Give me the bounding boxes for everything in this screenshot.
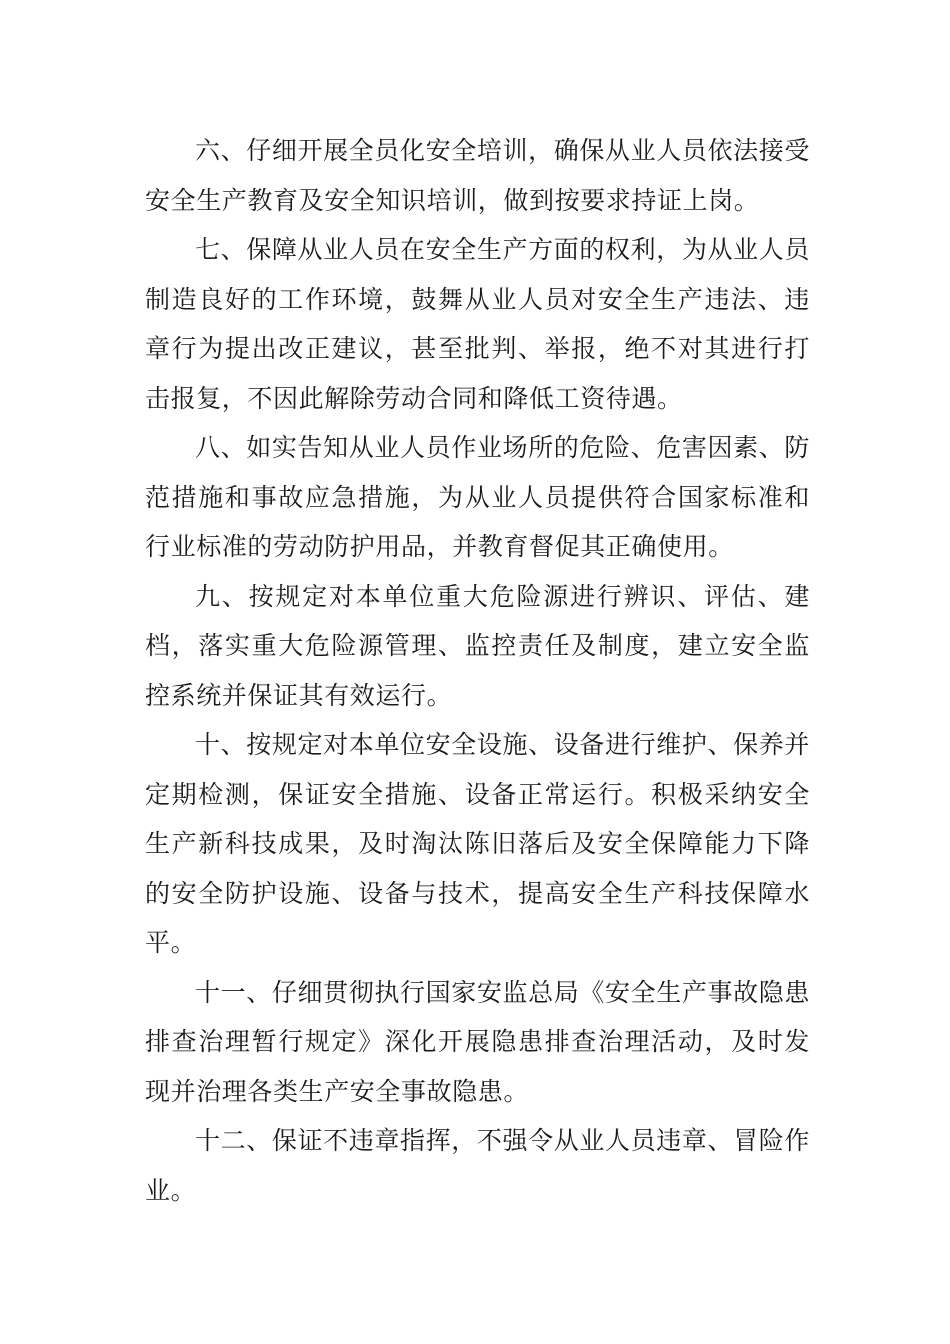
paragraph-9: 九、按规定对本单位重大危险源进行辨识、评估、建档，落实重大危险源管理、监控责任及制度，建立安全监控系统并保证其有效运行。 bbox=[145, 581, 810, 710]
paragraph-8: 八、如实告知从业人员作业场所的危险、危害因素、防范措施和事故应急措施，为从业人员提供符合国家标准和行业标准的劳动防护用品，并教育督促其正确使用。 bbox=[145, 433, 810, 561]
paragraph-11: 十一、仔细贯彻执行国家安监总局《安全生产事故隐患排查治理暂行规定》深化开展隐患排查治理活动，及时发现并治理各类生产安全事故隐患。 bbox=[145, 977, 810, 1106]
document-body bbox=[145, 126, 810, 1215]
paragraph-7: 七、保障从业人员在安全生产方面的权利，为从业人员制造良好的工作环境，鼓舞从业人员对安全生产违法、违章行为提出改正建议，甚至批判、举报，绝不对其进行打击报复，不因此解除劳动合同和降低工资待遇。 bbox=[145, 235, 810, 413]
paragraph-12: 十二、保证不违章指挥，不强令从业人员违章、冒险作业。 bbox=[145, 1126, 810, 1205]
paragraph-10: 十、按规定对本单位安全设施、设备进行维护、保养并定期检测，保证安全措施、设备正常运行。积极采纳安全生产新科技成果，及时淘汰陈旧落后及安全保障能力下降的安全防护设施、设备与技术，提高安全生产科技保障水平。 bbox=[145, 730, 810, 957]
paragraph-6: 六、仔细开展全员化安全培训，确保从业人员依法接受安全生产教育及安全知识培训，做到按要求持证上岗。 bbox=[145, 136, 810, 215]
